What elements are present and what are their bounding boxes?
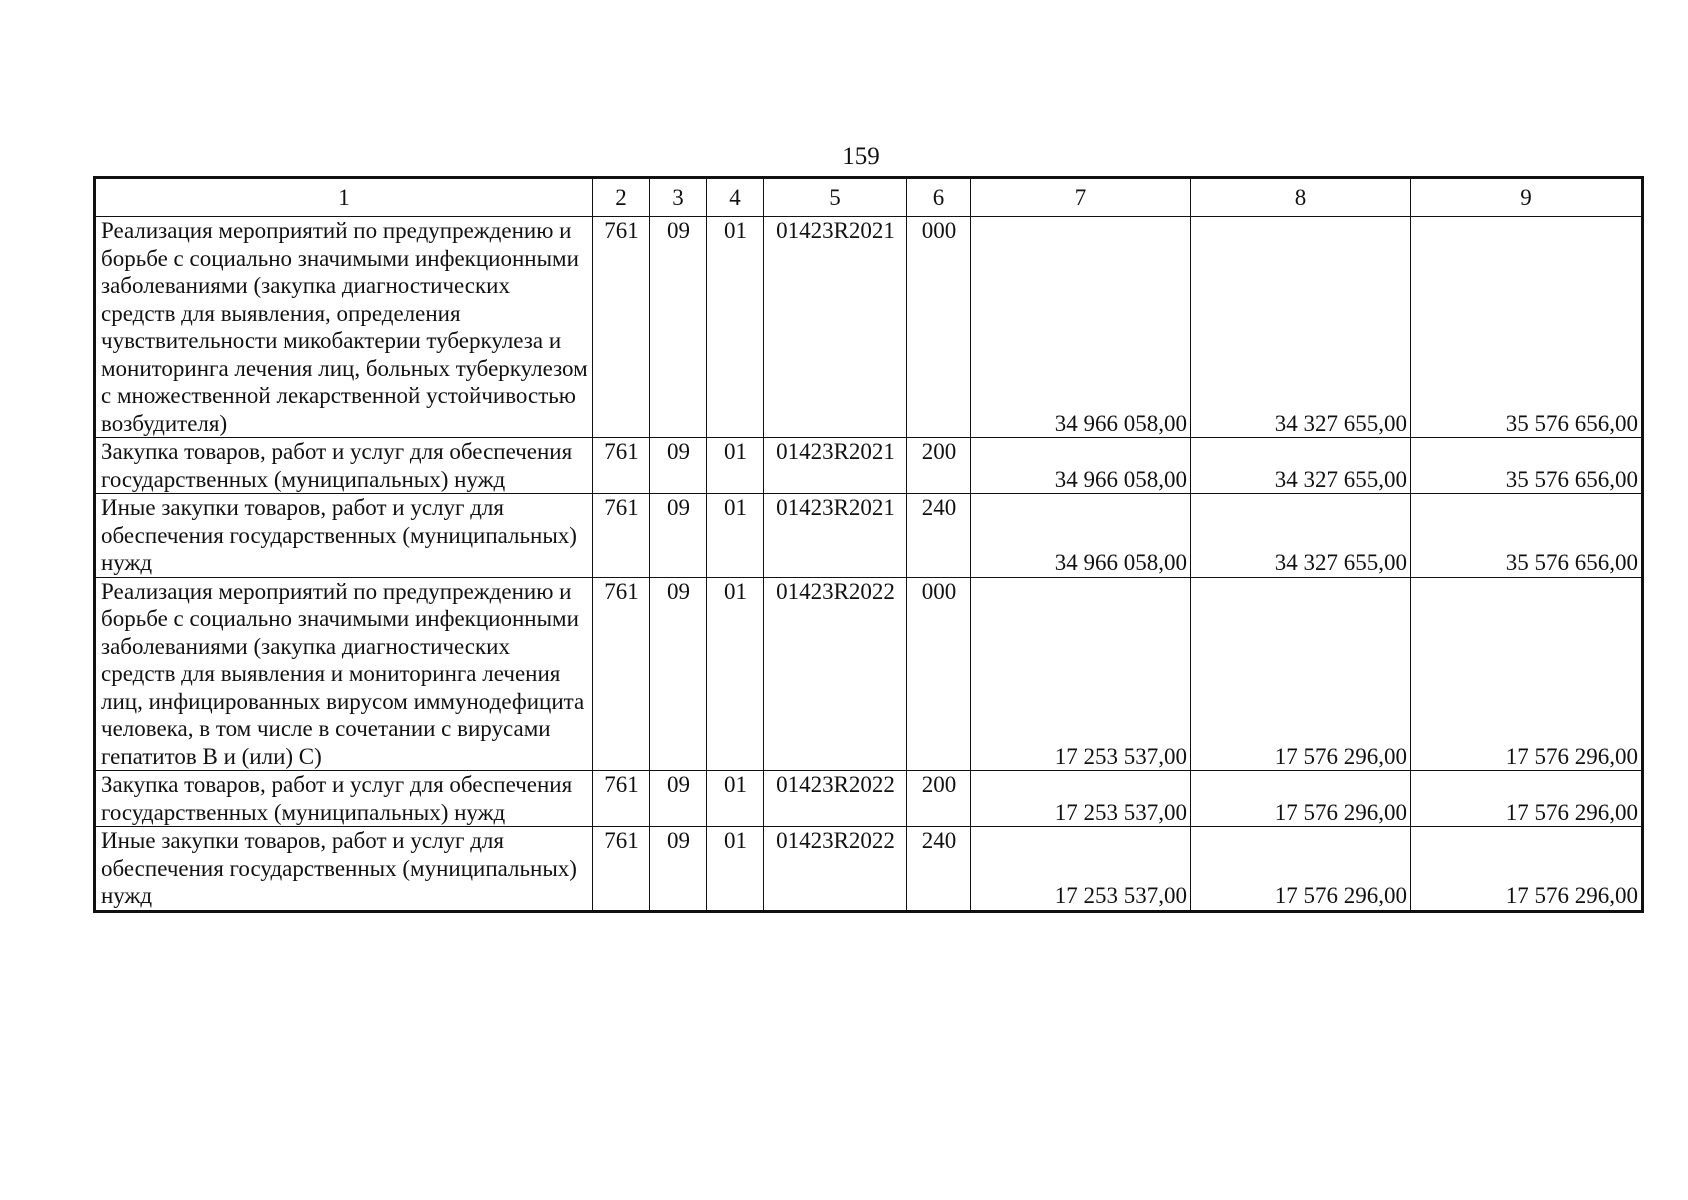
amount-col-7: 34 966 058,00	[971, 217, 1191, 438]
column-header: 2	[593, 178, 650, 217]
target-article-code: 01423R2021	[764, 438, 907, 494]
expense-type-code: 240	[907, 494, 971, 578]
amount-col-8: 17 576 296,00	[1191, 577, 1411, 771]
amount-col-7: 34 966 058,00	[971, 494, 1191, 578]
expense-type-code: 000	[907, 577, 971, 771]
table-row	[95, 771, 1643, 827]
column-header: 8	[1191, 178, 1411, 217]
subsection-code: 01	[707, 827, 764, 912]
row-description: Закупка товаров, работ и услуг для обеспечения государственных (муниципальных) нужд	[95, 771, 593, 827]
subsection-code: 01	[707, 577, 764, 771]
amount-col-7: 17 253 537,00	[971, 577, 1191, 771]
chapter-code: 761	[593, 577, 650, 771]
amount-col-9: 35 576 656,00	[1411, 494, 1643, 578]
chapter-code: 761	[593, 217, 650, 438]
budget-table	[93, 176, 1644, 913]
amount-col-8: 34 327 655,00	[1191, 494, 1411, 578]
amount-col-9: 17 576 296,00	[1411, 827, 1643, 912]
subsection-code: 01	[707, 438, 764, 494]
table-row	[95, 577, 1643, 771]
amount-col-9: 35 576 656,00	[1411, 438, 1643, 494]
page-number: 159	[842, 143, 880, 170]
section-code: 09	[650, 438, 707, 494]
column-header: 5	[764, 178, 907, 217]
amount-col-7: 17 253 537,00	[971, 771, 1191, 827]
chapter-code: 761	[593, 494, 650, 578]
target-article-code: 01423R2021	[764, 217, 907, 438]
expense-type-code: 240	[907, 827, 971, 912]
section-code: 09	[650, 827, 707, 912]
amount-col-9: 17 576 296,00	[1411, 771, 1643, 827]
row-description: Реализация мероприятий по предупреждению и борьбе с социально значимыми инфекционными заболеваниями (закупка диагностических средств для выявления, определения чувствительности микобактерии туберкулеза и мониторинга лечения лиц, больных туберкулезом с множественной лекарственной устойчивостью возбудителя)	[95, 217, 593, 438]
amount-col-9: 35 576 656,00	[1411, 217, 1643, 438]
section-code: 09	[650, 494, 707, 578]
table-header-row	[95, 178, 1643, 217]
target-article-code: 01423R2022	[764, 577, 907, 771]
target-article-code: 01423R2021	[764, 494, 907, 578]
row-description: Иные закупки товаров, работ и услуг для обеспечения государственных (муниципальных) нужд	[95, 827, 593, 912]
column-header: 7	[971, 178, 1191, 217]
section-code: 09	[650, 217, 707, 438]
amount-col-7: 34 966 058,00	[971, 438, 1191, 494]
chapter-code: 761	[593, 827, 650, 912]
expense-type-code: 200	[907, 771, 971, 827]
amount-col-8: 34 327 655,00	[1191, 217, 1411, 438]
column-header: 1	[95, 178, 593, 217]
column-header: 9	[1411, 178, 1643, 217]
amount-col-8: 17 576 296,00	[1191, 771, 1411, 827]
target-article-code: 01423R2022	[764, 771, 907, 827]
row-description: Реализация мероприятий по предупреждению и борьбе с социально значимыми инфекционными заболеваниями (закупка диагностических средств для выявления и мониторинга лечения лиц, инфицированных вирусом иммунодефицита человека, в том числе в сочетании с вирусами гепатитов В и (или) С)	[95, 577, 593, 771]
amount-col-8: 17 576 296,00	[1191, 827, 1411, 912]
subsection-code: 01	[707, 771, 764, 827]
subsection-code: 01	[707, 217, 764, 438]
table-row	[95, 438, 1643, 494]
amount-col-9: 17 576 296,00	[1411, 577, 1643, 771]
section-code: 09	[650, 577, 707, 771]
amount-col-7: 17 253 537,00	[971, 827, 1191, 912]
table-row	[95, 827, 1643, 912]
section-code: 09	[650, 771, 707, 827]
row-description: Закупка товаров, работ и услуг для обеспечения государственных (муниципальных) нужд	[95, 438, 593, 494]
chapter-code: 761	[593, 438, 650, 494]
chapter-code: 761	[593, 771, 650, 827]
table-row	[95, 494, 1643, 578]
column-header: 4	[707, 178, 764, 217]
amount-col-8: 34 327 655,00	[1191, 438, 1411, 494]
target-article-code: 01423R2022	[764, 827, 907, 912]
column-header: 3	[650, 178, 707, 217]
expense-type-code: 000	[907, 217, 971, 438]
column-header: 6	[907, 178, 971, 217]
table-row	[95, 217, 1643, 438]
expense-type-code: 200	[907, 438, 971, 494]
row-description: Иные закупки товаров, работ и услуг для обеспечения государственных (муниципальных) нужд	[95, 494, 593, 578]
subsection-code: 01	[707, 494, 764, 578]
